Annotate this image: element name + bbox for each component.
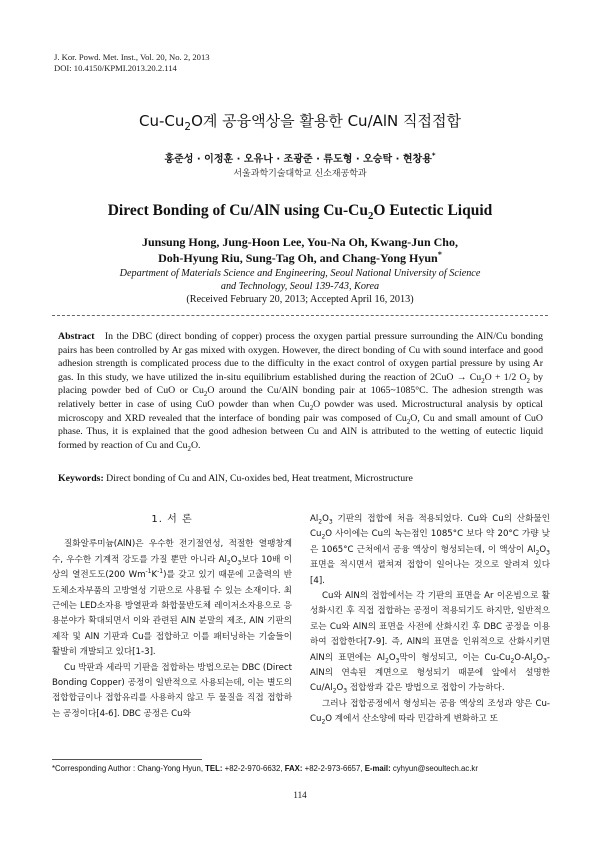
abstract: Abstract In the DBC (direct bonding of copper) process the oxygen partial pressure surrounding the AlN/Cu bonding pairs has been controlled by Ar gas mixed with oxygen. However, the direct bonding of Cu with sound interface and good adhesion strength is complicated process due to the difficulty in the exact control of oxygen partial pressure by using Ar gas. In this study, we have utilized the in-situ equilibrium established during the reaction of $2CuO \to Cu_2O + 1/2$ $O_2$ by placing powder bed of CuO or $Cu_2O$ around the Cu/AlN bonding pair at 1065~1085°C. The adhesion strength was relatively better in case of using CuO powder than when $Cu_2O$ powder was used. Microstructural analysis by optical microscopy and XRD revealed that the interface of bonding pair was composed of $Cu_2O$, Cu and small amount of CuO phase. Thus, it is explained that the good adhesion between Cu and AlN is attributed to the wetting of eutectic liquid formed by reaction of Cu and $Cu_2O$. (58, 331, 543, 453)
separator-line (52, 315, 548, 316)
doi[interactable]: DOI: 10.4150/KPMI.2013.20.2.114 (54, 63, 177, 73)
body-column-right (310, 512, 550, 728)
korean-authors: 홍준성 · 이정훈 · 오유나 · 조광준 · 류도형 · 오승탁 · 현창용* (164, 151, 436, 165)
email-link[interactable]: cyhyun@seoultech.ac.kr (390, 764, 478, 773)
body-paragraph: 질화알루미늄(AlN)은 우수한 전기절연성, 적절한 열팽창계수, 우수한 기계적 강도를 가질 뿐만 아니라 $Al_2O_3$보다 10배 이상의 열전도도(200 $Wm^{-1}K^{-1}$)를 갖고 있기 때문에 고출력의 반도체소자부품의 고방열성 기판으로 사용될 수 있는 소재이다. 최근에는 LED소자용 방열판과 화합물반도체 레이저소자용으로 응용분야가 확대되면서 이와 관련된 AlN 분말의 제조, AlN 기판의 제작 및 AlN 기판과 Cu를 접합하고 이를 패터닝하는 기술들이 활발히 개발되고 있다[1-3]. (52, 539, 292, 658)
received-dates: (Received February 20, 2013; Accepted April 16, 2013) (186, 294, 414, 305)
body-paragraph: $Al_2O_3$ 기판의 접합에 처음 적용되었다. Cu와 Cu의 산화물인 $Cu_2O$ 사이에는 Cu의 녹는점인 1085°C 보다 약 20°C 가량 낮은 1065°C 근처에서 공융 액상이 형성되는데, 이 액상이 $Al_2O_3$ 표면을 적시면서 펼쳐져 접합이 일어나는 것으로 알려져 있다[4]. (310, 514, 550, 586)
body-column-left (52, 512, 292, 722)
section-heading: 1. 서 론 (151, 514, 193, 525)
corresponding-author-footnote: *Corresponding Author : Chang-Yong Hyun, TEL: +82-2-970-6632, FAX: +82-2-973-6657, E-mail: cyhyun@seoultech.ac.kr (52, 764, 478, 773)
body-paragraph: Cu 박판과 세라믹 기판을 접합하는 방법으로는 DBC (Direct Bonding Copper) 공정이 일반적으로 사용되는데, 이는 별도의 접합합금이나 접합유리를 사용하지 않고 두 물질을 직접 접합하는 공정이다[4-6]. DBC 공정은 Cu와 (52, 662, 292, 719)
korean-affiliation: 서울과학기술대학교 신소재공학과 (233, 169, 367, 179)
body-paragraph: Cu와 AlN의 접합에서는 각 기판의 표면을 Ar 이온빔으로 활성화시킨 후 직접 접합하는 공정이 적용되기도 하지만, 일반적으로는 Cu와 AlN의 표면을 사전에 산화시킨 후 DBC 공정을 이용하여 접합한다[7-9]. 즉, AlN의 표면을 인위적으로 산화시키면 AlN의 표면에는 $Al_2O_3$막이 형성되고, 이는 $Cu-Cu_2O-Al_2O_3$-AlN의 연속된 계면으로 형성되기 때문에 앞에서 설명한 $Cu/Al_2O_3$ 접합쌍과 같은 방법으로 접합이 가능하다. (310, 591, 551, 696)
page-number: 114 (293, 790, 307, 800)
body-paragraph: 그러나 접합공정에서 형성되는 공융 액상의 조성과 양은 $Cu-Cu_2O$ 계에서 산소양에 따라 민감하게 변화하고 또 (310, 698, 550, 726)
korean-title: $Cu-Cu_2O$계 공융액상을 활용한 Cu/AlN 직접접합 (139, 112, 461, 133)
abstract-label: Abstract (58, 331, 95, 342)
journal-citation: J. Kor. Powd. Met. Inst., Vol. 20, No. 2, 2013 (54, 52, 210, 62)
keywords-label: Keywords: (58, 473, 104, 484)
keywords: Keywords: Direct bonding of Cu and AlN, Cu-oxides bed, Heat treatment, Microstructure (58, 473, 413, 484)
journal-header (54, 52, 210, 74)
english-authors: Junsung Hong, Jung-Hoon Lee, You-Na Oh, Kwang-Jun Cho, Doh-Hyung Riu, Sung-Tag Oh, and Chang-Yong Hyun* (142, 235, 458, 265)
english-title: Direct Bonding of Cu/AlN using $Cu-Cu_2O$ Eutectic Liquid (107, 202, 493, 223)
english-affiliation: Department of Materials Science and Engineering, Seoul National University of Science and Technology, Seoul 139-743, Korea (119, 268, 481, 292)
footnote-rule (52, 759, 202, 760)
